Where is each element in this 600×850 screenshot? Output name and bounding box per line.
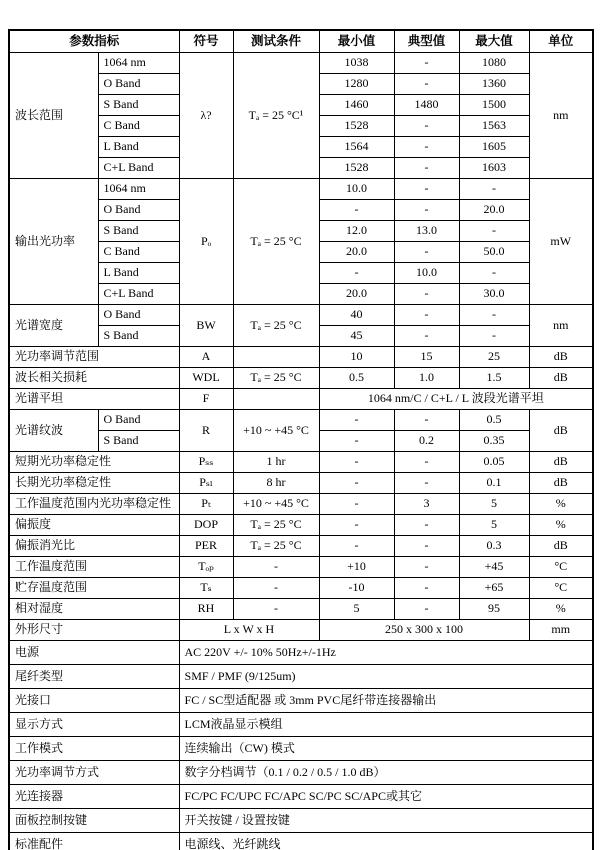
table-row bbox=[9, 347, 593, 368]
band-label: C+L Band bbox=[98, 158, 179, 179]
col-header-unit: 单位 bbox=[529, 30, 593, 53]
typ-cell: 15 bbox=[394, 347, 459, 368]
table-row bbox=[9, 761, 593, 785]
condition-cell: 1 hr bbox=[233, 452, 319, 473]
symbol-cell: BW bbox=[179, 305, 233, 347]
band-label: 1064 nm bbox=[98, 53, 179, 74]
band-label: O Band bbox=[98, 74, 179, 95]
band-label: L Band bbox=[98, 263, 179, 284]
max-cell: - bbox=[459, 305, 529, 326]
min-cell: 20.0 bbox=[319, 284, 394, 305]
param-label: 工作温度范围 bbox=[9, 557, 179, 578]
table-row bbox=[9, 452, 593, 473]
info-label: 工作模式 bbox=[9, 737, 179, 761]
min-cell: 40 bbox=[319, 305, 394, 326]
min-cell: - bbox=[319, 431, 394, 452]
symbol-cell: λ? bbox=[179, 53, 233, 179]
param-label-spectral-width: 光谱宽度 bbox=[9, 305, 98, 347]
max-cell: - bbox=[459, 221, 529, 242]
table-row bbox=[9, 389, 593, 410]
max-cell: 1563 bbox=[459, 116, 529, 137]
table-row bbox=[9, 785, 593, 809]
info-value: FC/PC FC/UPC FC/APC SC/PC SC/APC或其它 bbox=[179, 785, 593, 809]
band-label: 1064 nm bbox=[98, 179, 179, 200]
unit-cell: °C bbox=[529, 557, 593, 578]
symbol-cell: DOP bbox=[179, 515, 233, 536]
min-cell: 1528 bbox=[319, 158, 394, 179]
info-label: 面板控制按键 bbox=[9, 809, 179, 833]
param-label: 偏振度 bbox=[9, 515, 179, 536]
symbol-cell: Tₒₚ bbox=[179, 557, 233, 578]
band-label: L Band bbox=[98, 137, 179, 158]
unit-cell: nm bbox=[529, 53, 593, 179]
param-label-wavelength: 波长范围 bbox=[9, 53, 98, 179]
info-label: 尾纤类型 bbox=[9, 665, 179, 689]
symbol-cell: Pₒ bbox=[179, 179, 233, 305]
max-cell: - bbox=[459, 263, 529, 284]
typ-cell: - bbox=[394, 557, 459, 578]
min-cell: - bbox=[319, 452, 394, 473]
table-header-row bbox=[9, 30, 593, 53]
condition-cell bbox=[233, 347, 319, 368]
max-cell: 0.3 bbox=[459, 536, 529, 557]
typ-cell: - bbox=[394, 452, 459, 473]
max-cell: 1603 bbox=[459, 158, 529, 179]
max-cell: 0.5 bbox=[459, 410, 529, 431]
max-cell: - bbox=[459, 326, 529, 347]
min-cell: 45 bbox=[319, 326, 394, 347]
table-row bbox=[9, 620, 593, 641]
table-row bbox=[9, 557, 593, 578]
info-value: 开关按键 / 设置按键 bbox=[179, 809, 593, 833]
typ-cell: - bbox=[394, 326, 459, 347]
typ-cell: 0.2 bbox=[394, 431, 459, 452]
typ-cell: 3 bbox=[394, 494, 459, 515]
max-cell: 5 bbox=[459, 515, 529, 536]
typ-cell: - bbox=[394, 284, 459, 305]
typ-cell: - bbox=[394, 578, 459, 599]
unit-cell: % bbox=[529, 599, 593, 620]
symbol-cell: Pₛₛ bbox=[179, 452, 233, 473]
max-cell: 1080 bbox=[459, 53, 529, 74]
condition-cell: Tₐ = 25 °C bbox=[233, 515, 319, 536]
table-row bbox=[9, 305, 593, 326]
info-value: SMF / PMF (9/125um) bbox=[179, 665, 593, 689]
flatness-value-cell: 1064 nm/C / C+L / L 波段光谱平坦 bbox=[319, 389, 593, 410]
table-row bbox=[9, 737, 593, 761]
min-cell: 10 bbox=[319, 347, 394, 368]
unit-cell: % bbox=[529, 515, 593, 536]
param-label: 相对湿度 bbox=[9, 599, 179, 620]
param-label-ripple: 光谱纹波 bbox=[9, 410, 98, 452]
symbol-cell: F bbox=[179, 389, 233, 410]
max-cell: 95 bbox=[459, 599, 529, 620]
symbol-cell: R bbox=[179, 410, 233, 452]
col-header-symbol: 符号 bbox=[179, 30, 233, 53]
max-cell: 1500 bbox=[459, 95, 529, 116]
band-label: O Band bbox=[98, 305, 179, 326]
condition-cell: Tₐ = 25 °C bbox=[233, 368, 319, 389]
min-cell: 1280 bbox=[319, 74, 394, 95]
min-cell: +10 bbox=[319, 557, 394, 578]
typ-cell: - bbox=[394, 158, 459, 179]
typ-cell: - bbox=[394, 116, 459, 137]
band-label: O Band bbox=[98, 410, 179, 431]
min-cell: -10 bbox=[319, 578, 394, 599]
typ-cell: - bbox=[394, 53, 459, 74]
typ-cell: - bbox=[394, 74, 459, 95]
table-row bbox=[9, 599, 593, 620]
table-row bbox=[9, 179, 593, 200]
unit-cell: dB bbox=[529, 452, 593, 473]
param-label-dimensions: 外形尺寸 bbox=[9, 620, 179, 641]
table-row bbox=[9, 410, 593, 431]
band-label: S Band bbox=[98, 326, 179, 347]
unit-cell: dB bbox=[529, 368, 593, 389]
info-label: 光功率调节方式 bbox=[9, 761, 179, 785]
info-value: 连续输出（CW) 模式 bbox=[179, 737, 593, 761]
table-row bbox=[9, 578, 593, 599]
condition-cell bbox=[233, 389, 319, 410]
unit-cell: mm bbox=[529, 620, 593, 641]
condition-cell: - bbox=[233, 557, 319, 578]
min-cell: - bbox=[319, 410, 394, 431]
min-cell: 0.5 bbox=[319, 368, 394, 389]
max-cell: 0.1 bbox=[459, 473, 529, 494]
typ-cell: 1480 bbox=[394, 95, 459, 116]
typ-cell: - bbox=[394, 599, 459, 620]
max-cell: +45 bbox=[459, 557, 529, 578]
info-value: LCM液晶显示模组 bbox=[179, 713, 593, 737]
band-label: S Band bbox=[98, 221, 179, 242]
info-value: 电源线、光纤跳线 bbox=[179, 833, 593, 850]
max-cell: +65 bbox=[459, 578, 529, 599]
unit-cell: dB bbox=[529, 410, 593, 452]
unit-cell: °C bbox=[529, 578, 593, 599]
min-cell: 10.0 bbox=[319, 179, 394, 200]
table-row bbox=[9, 713, 593, 737]
band-label: S Band bbox=[98, 431, 179, 452]
info-value: FC / SC型适配器 或 3mm PVC尾纤带连接器输出 bbox=[179, 689, 593, 713]
max-cell: 0.05 bbox=[459, 452, 529, 473]
symbol-cell: Tₛ bbox=[179, 578, 233, 599]
typ-cell: - bbox=[394, 179, 459, 200]
max-cell: 0.35 bbox=[459, 431, 529, 452]
typ-cell: - bbox=[394, 536, 459, 557]
dimensions-formula-cell: L x W x H bbox=[179, 620, 319, 641]
min-cell: 1528 bbox=[319, 116, 394, 137]
min-cell: - bbox=[319, 515, 394, 536]
table-row bbox=[9, 515, 593, 536]
typ-cell: 13.0 bbox=[394, 221, 459, 242]
band-label: C Band bbox=[98, 242, 179, 263]
col-header-typ: 典型值 bbox=[394, 30, 459, 53]
max-cell: 5 bbox=[459, 494, 529, 515]
typ-cell: - bbox=[394, 410, 459, 431]
table-row bbox=[9, 833, 593, 850]
condition-cell: +10 ~ +45 °C bbox=[233, 410, 319, 452]
symbol-cell: Pₛₗ bbox=[179, 473, 233, 494]
param-label-adjust-range: 光功率调节范围 bbox=[9, 347, 179, 368]
band-label: C+L Band bbox=[98, 284, 179, 305]
param-label: 偏振消光比 bbox=[9, 536, 179, 557]
dimensions-value-cell: 250 x 300 x 100 bbox=[319, 620, 529, 641]
col-header-min: 最小值 bbox=[319, 30, 394, 53]
col-header-param: 参数指标 bbox=[9, 30, 179, 53]
condition-cell: +10 ~ +45 °C bbox=[233, 494, 319, 515]
info-value: 数字分档调节（0.1 / 0.2 / 0.5 / 1.0 dB） bbox=[179, 761, 593, 785]
param-label-wdl: 波长相关损耗 bbox=[9, 368, 179, 389]
band-label: C Band bbox=[98, 116, 179, 137]
symbol-cell: PER bbox=[179, 536, 233, 557]
unit-cell: nm bbox=[529, 305, 593, 347]
min-cell: 1564 bbox=[319, 137, 394, 158]
min-cell: - bbox=[319, 473, 394, 494]
min-cell: - bbox=[319, 536, 394, 557]
symbol-cell: RH bbox=[179, 599, 233, 620]
condition-cell: Tₐ = 25 °C bbox=[233, 536, 319, 557]
max-cell: 25 bbox=[459, 347, 529, 368]
min-cell: 1460 bbox=[319, 95, 394, 116]
min-cell: 12.0 bbox=[319, 221, 394, 242]
table-row bbox=[9, 536, 593, 557]
max-cell: 50.0 bbox=[459, 242, 529, 263]
spec-table bbox=[8, 29, 594, 850]
max-cell: 1360 bbox=[459, 74, 529, 95]
typ-cell: - bbox=[394, 137, 459, 158]
info-label: 光连接器 bbox=[9, 785, 179, 809]
condition-cell: 8 hr bbox=[233, 473, 319, 494]
table-row bbox=[9, 368, 593, 389]
symbol-cell: WDL bbox=[179, 368, 233, 389]
min-cell: 1038 bbox=[319, 53, 394, 74]
max-cell: 30.0 bbox=[459, 284, 529, 305]
min-cell: - bbox=[319, 263, 394, 284]
info-label: 标准配件 bbox=[9, 833, 179, 850]
condition-cell: Tₐ = 25 °C bbox=[233, 305, 319, 347]
unit-cell: dB bbox=[529, 536, 593, 557]
condition-cell: - bbox=[233, 578, 319, 599]
min-cell: - bbox=[319, 494, 394, 515]
typ-cell: - bbox=[394, 305, 459, 326]
min-cell: 20.0 bbox=[319, 242, 394, 263]
col-header-max: 最大值 bbox=[459, 30, 529, 53]
col-header-condition: 测试条件 bbox=[233, 30, 319, 53]
symbol-cell: Pₜ bbox=[179, 494, 233, 515]
band-label: S Band bbox=[98, 95, 179, 116]
param-label-output-power: 输出光功率 bbox=[9, 179, 98, 305]
unit-cell: dB bbox=[529, 347, 593, 368]
condition-cell: - bbox=[233, 599, 319, 620]
table-row bbox=[9, 641, 593, 665]
min-cell: - bbox=[319, 200, 394, 221]
table-row bbox=[9, 689, 593, 713]
typ-cell: - bbox=[394, 473, 459, 494]
symbol-cell: A bbox=[179, 347, 233, 368]
condition-cell: Tₐ = 25 °C¹ bbox=[233, 53, 319, 179]
max-cell: - bbox=[459, 179, 529, 200]
condition-cell: Tₐ = 25 °C bbox=[233, 179, 319, 305]
info-value: AC 220V +/- 10% 50Hz+/-1Hz bbox=[179, 641, 593, 665]
param-label: 短期光功率稳定性 bbox=[9, 452, 179, 473]
unit-cell: dB bbox=[529, 473, 593, 494]
typ-cell: - bbox=[394, 200, 459, 221]
param-label: 贮存温度范围 bbox=[9, 578, 179, 599]
param-label-flatness: 光谱平坦 bbox=[9, 389, 179, 410]
param-label: 长期光功率稳定性 bbox=[9, 473, 179, 494]
info-label: 光接口 bbox=[9, 689, 179, 713]
param-label: 工作温度范围内光功率稳定性 bbox=[9, 494, 179, 515]
unit-cell: % bbox=[529, 494, 593, 515]
typ-cell: 1.0 bbox=[394, 368, 459, 389]
max-cell: 20.0 bbox=[459, 200, 529, 221]
table-row bbox=[9, 665, 593, 689]
unit-cell: mW bbox=[529, 179, 593, 305]
info-label: 显示方式 bbox=[9, 713, 179, 737]
max-cell: 1.5 bbox=[459, 368, 529, 389]
band-label: O Band bbox=[98, 200, 179, 221]
table-row bbox=[9, 494, 593, 515]
max-cell: 1605 bbox=[459, 137, 529, 158]
typ-cell: - bbox=[394, 515, 459, 536]
typ-cell: - bbox=[394, 242, 459, 263]
table-row bbox=[9, 473, 593, 494]
info-label: 电源 bbox=[9, 641, 179, 665]
typ-cell: 10.0 bbox=[394, 263, 459, 284]
table-row bbox=[9, 809, 593, 833]
table-row bbox=[9, 53, 593, 74]
min-cell: 5 bbox=[319, 599, 394, 620]
